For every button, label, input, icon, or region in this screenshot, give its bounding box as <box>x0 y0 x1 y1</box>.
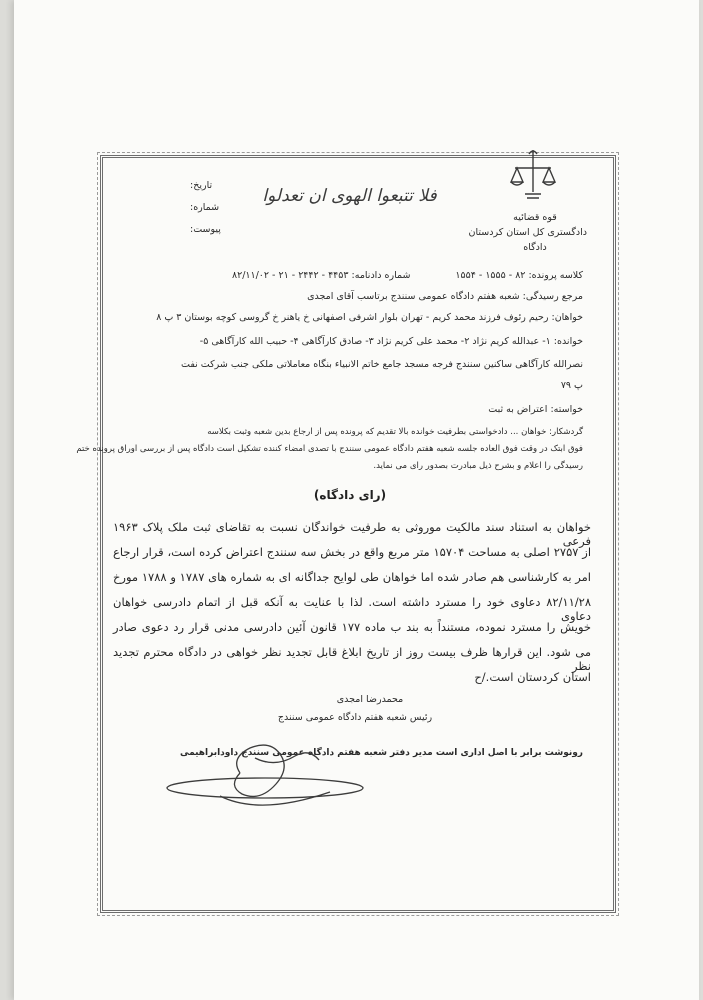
court-office-label: دادگستری کل استان کردستان <box>468 227 587 238</box>
verdict-line: ۸۲/۱۱/۲۸ دعاوی خود را مسترد داشته است. لذا با عنایت به آنکه قبل از اتمام دادرسی خواهان دعاوی <box>113 595 591 623</box>
attachment-label: پیوست: <box>190 224 221 235</box>
certification-line: رونوشت برابر با اصل اداری است مدیر دفتر شعبه هفتم دادگاه عمومی سنندج داودابراهیمی <box>179 748 583 758</box>
religious-motto: فلا تتبعوا الهوی ان تعدلوا <box>262 186 437 206</box>
file-number: کلاسه پرونده: ۸۲ - ۱۵۵۵ - ۱۵۵۴ <box>455 270 583 281</box>
defendants-line-2: نصرالله کارآگاهی ساکنین سنندج فرجه مسجد جامع خاتم الانبیاء بنگاه معاملاتی ملکی جنب شرکت نفت <box>180 359 583 370</box>
number-label: شماره: <box>190 202 220 213</box>
plaintiff: خواهان: رحیم رئوف فرزند محمد کریم - تهران بلوار اشرفی اصفهانی خ یاهنر خ گروسی کوچه بوستان ۳ پ ۸ <box>156 312 583 323</box>
verdict-line: امر به کارشناسی هم صادر شده اما خواهان طی لوایح جداگانه ای به شماره های ۱۷۸۷ و ۱۷۸۸ مورخ <box>113 570 591 584</box>
verdict-line: خویش را مسترد نموده، مستنداً به بند ب ماده ۱۷۷ قانون آئین دادرسی مدنی قرار رد دعوی صادر <box>113 620 591 634</box>
verdict-line: استان کردستان است./ح <box>474 670 591 684</box>
proceedings-line-3: رسیدگی را اعلام و بشرح ذیل مبادرت بصدور رای می نماید. <box>373 461 583 471</box>
verdict-line: از ۲۷۵۷ اصلی به مساحت ۱۵۷۰۴ متر مربع واقع در بخش سه سنندج اعتراض کرده است، قرار ارجاع <box>113 545 592 559</box>
judge-name: محمدرضا امجدی <box>336 694 404 705</box>
judge-title: رئیس شعبه هفتم دادگاه عمومی سنندج <box>277 712 433 723</box>
judiciary-label: قوه قضائیه <box>513 212 557 223</box>
defendants-line-3: پ ۷۹ <box>560 380 583 391</box>
claim: خواسته: اعتراض به ثبت <box>488 404 583 415</box>
verdict-heading: (رای دادگاه) <box>313 488 387 502</box>
handwritten-signature-icon <box>160 738 370 828</box>
reference: مرجع رسیدگی: شعبه هفتم دادگاه عمومی سنندج برتاسب آقای امجدی <box>307 291 583 302</box>
judiciary-emblem-icon <box>505 146 561 204</box>
date-label: تاریخ: <box>190 180 213 191</box>
verdict-line: می شود. این قرارها ظرف بیست روز از تاریخ ابلاغ قابل تجدید نظر خواهی در دادگاه محترم تجدید نظر <box>113 645 591 673</box>
defendants-line-1: خوانده: ۱- عبدالله کریم نژاد ۲- محمد علی کریم نژاد ۳- صادق کارآگاهی ۴- حبیب الله کارآگاهی ۵- <box>199 336 583 347</box>
verdict-number: شماره دادنامه: ۴۴۵۳ - ۲۴۴۲ - ۲۱ - ۸۲/۱۱/۰۲ <box>232 270 411 281</box>
verdict-line: خواهان به استناد سند مالکیت موروثی به طرفیت خواندگان نسبت به تقاضای ثبت ملک پلاک ۱۹۶۳ فرعی <box>113 520 591 548</box>
court-label: دادگاه <box>523 242 547 253</box>
proceedings-line-2: فوق ابتک در وقت فوق العاده جلسه شعبه هفتم دادگاه عمومی سنندج با تصدی امضاء کننده تشکیل است دادگاه پس از بررسی اوراق پرونده ختم <box>76 444 583 454</box>
proceedings-line-1: گردشکار: خواهان ... دادخواستی بطرفیت خوانده بالا تقدیم که پرونده پس از ارجاع بدین شعبه وثبت بکلاسه <box>207 427 583 437</box>
